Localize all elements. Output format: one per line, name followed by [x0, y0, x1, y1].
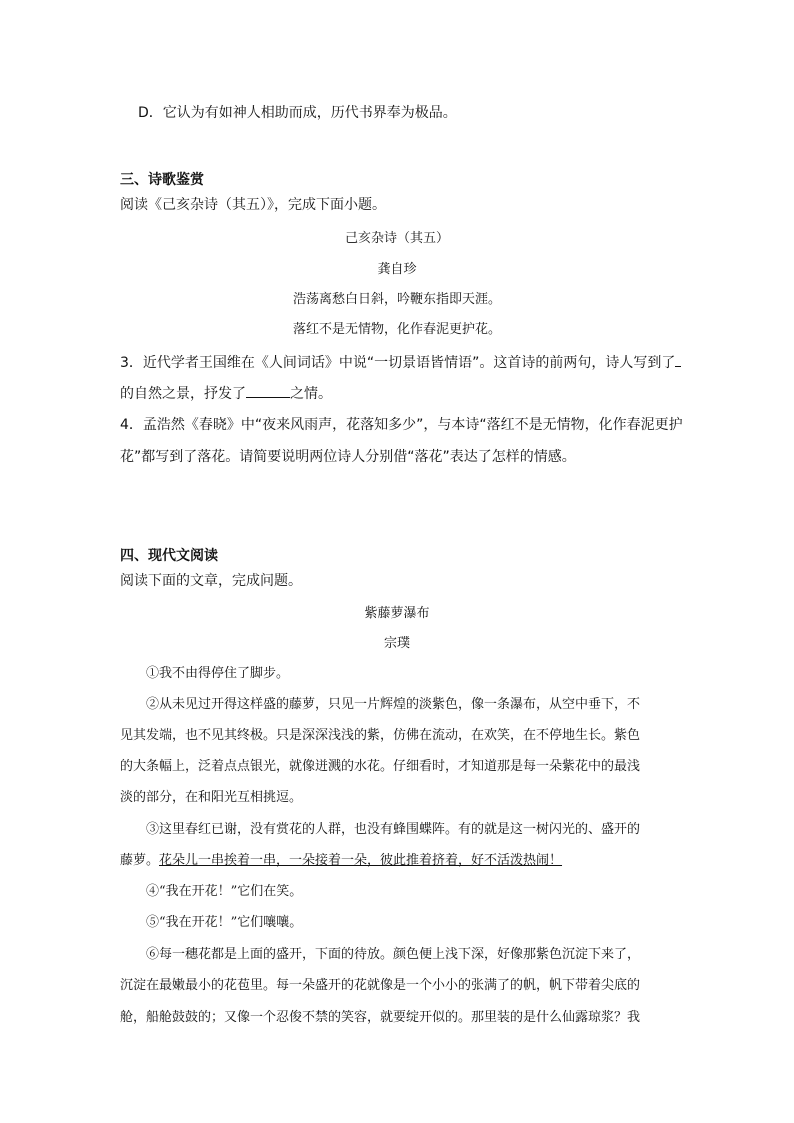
article-paragraph-3-line-1: ③这里春红已谢，没有赏花的人群，也没有蜂围蝶阵。有的就是这一树闪光的、盛开的	[146, 822, 641, 837]
poem-title: 己亥杂诗（其五）	[344, 231, 449, 246]
article-paragraph-2-line-3: 的大条幅上，泛着点点银光，就像迸溅的水花。仔细看时，才知道那是每一朵紫花中的最浅	[120, 759, 641, 774]
article-paragraph-6-line-2: 沉淀在最嫩最小的花苞里。每一朵盛开的花就像是一个小小的张满了的帆，帆下带着尖底的	[120, 978, 641, 993]
article-author: 宗璞	[383, 636, 410, 651]
poem-line-2: 落红不是无情物，化作春泥更护花。	[292, 322, 501, 337]
poem-author: 龚自珍	[377, 262, 417, 277]
poetry-intro: 阅读《己亥杂诗（其五）》，完成下面小题。	[120, 197, 386, 213]
poem-line-1: 浩荡离愁白日斜，吟鞭东指即天涯。	[292, 292, 501, 307]
question-4-line-1: 4．孟浩然《春晓》中“夜来风雨声，花落知多少”，与本诗“落红不是无情物，化作春泥更护	[120, 417, 683, 433]
question-3-line-2	[120, 383, 332, 404]
article-paragraph-6-line-1: ⑥每一穗花都是上面的盛开，下面的待放。颜色便上浅下深，好像那紫色沉淀下来了，	[146, 947, 641, 962]
underlined-sentence: 花朵儿一串挨着一串，一朵接着一朵，彼此推着挤着，好不活泼热闹！	[159, 853, 563, 868]
question-3-text-c: 之情。	[290, 386, 332, 402]
article-paragraph-6-line-3: 舱，船舱鼓鼓的；又像一个忍俊不禁的笑容，就要绽开似的。那里装的是什么仙露琼浆？我	[120, 1010, 641, 1025]
section-heading-poetry: 三、诗歌鉴赏	[120, 172, 204, 188]
question-3-text-b: 的自然之景，抒发了	[120, 386, 246, 402]
modern-intro: 阅读下面的文章，完成问题。	[120, 573, 302, 589]
article-paragraph-5: ⑤“我在开花！”它们嚷嚷。	[146, 915, 303, 930]
article-paragraph-3-text: 藤萝。	[120, 853, 160, 868]
question-3-line-1	[120, 352, 681, 373]
article-paragraph-3-line-2	[120, 851, 562, 871]
question-4-line-2: 花”都写到了落花。请简要说明两位诗人分别借“落花”表达了怎样的情感。	[120, 449, 576, 465]
article-paragraph-2-line-4: 淡的部分，在和阳光互相挑逗。	[120, 790, 303, 805]
article-paragraph-2-line-1: ②从未见过开得这样盛的藤萝，只见一片辉煌的淡紫色，像一条瀑布，从空中垂下，不	[146, 697, 641, 712]
article-paragraph-4: ④“我在开花！”它们在笑。	[146, 884, 303, 899]
section-heading-modern: 四、现代文阅读	[120, 548, 218, 564]
answer-blank-2[interactable]	[246, 383, 290, 398]
option-d: D．它认为有如神人相助而成，历代书界奉为极品。	[138, 105, 457, 121]
question-3-text-a: 3．近代学者王国维在《人间词话》中说“一切景语皆情语”。这首诗的前两句，诗人写到了	[120, 355, 676, 371]
answer-blank-1[interactable]	[675, 352, 681, 367]
article-paragraph-2-line-2: 见其发端，也不见其终极。只是深深浅浅的紫，仿佛在流动，在欢笑，在不停地生长。紫色	[120, 728, 641, 743]
article-paragraph-1: ①我不由得停住了脚步。	[146, 666, 290, 681]
article-title: 紫藤萝瀑布	[364, 606, 430, 621]
